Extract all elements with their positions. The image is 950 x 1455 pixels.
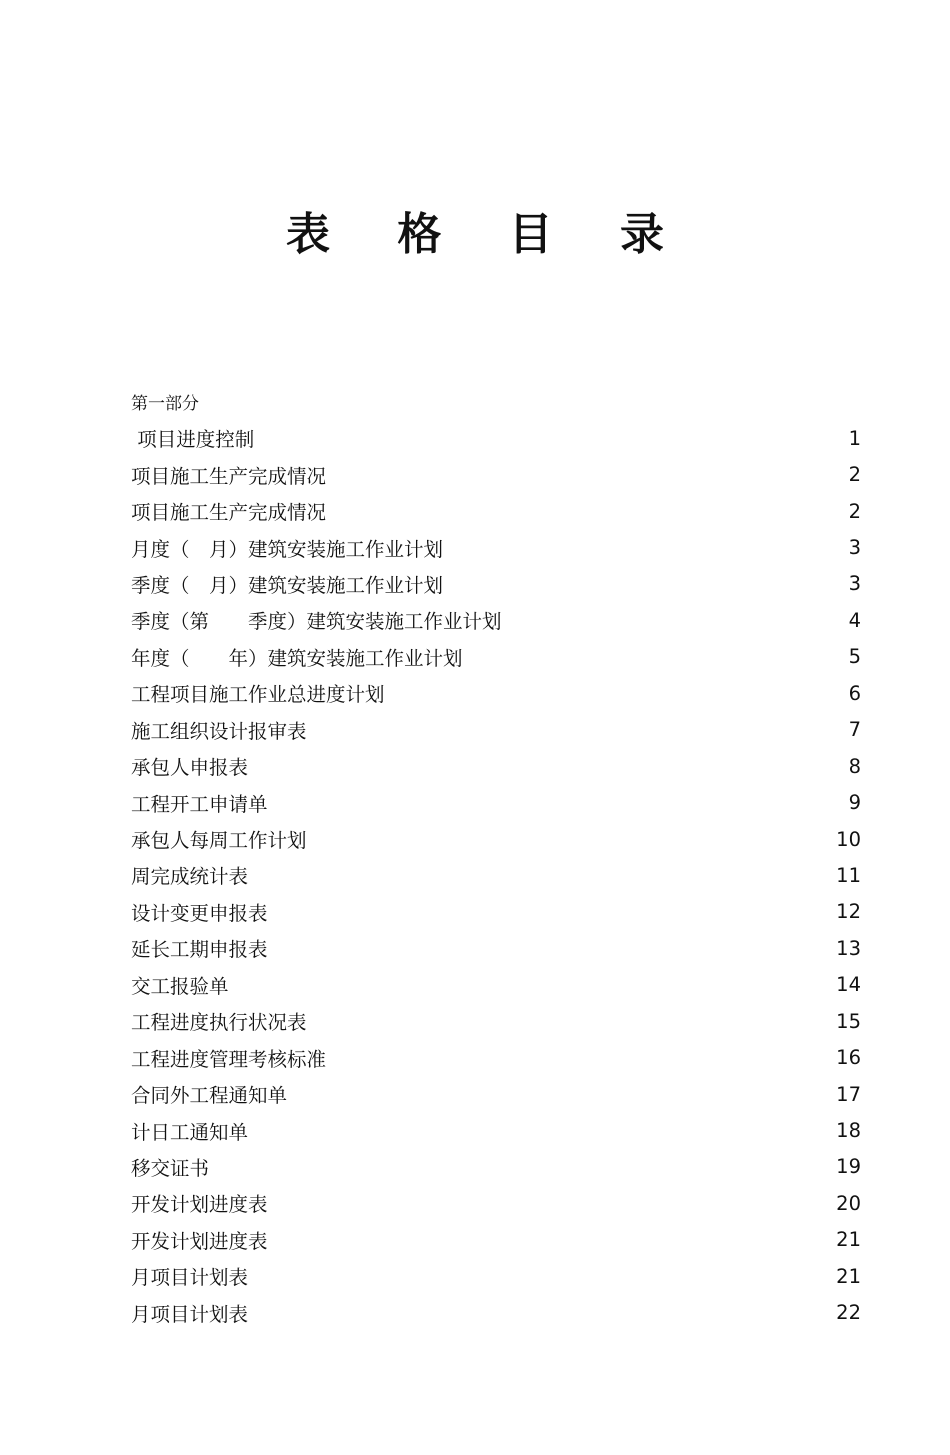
toc-entry-page-number: 20 <box>836 1191 861 1215</box>
toc-entry-page-number: 22 <box>836 1301 861 1325</box>
toc-entry-title: 工程进度管理考核标准 <box>131 1047 327 1071</box>
toc-entry <box>131 967 861 1003</box>
toc-entry-title: 项目施工生产完成情况 <box>131 501 327 525</box>
toc-entry-page-number: 4 <box>848 608 861 632</box>
toc-entry-page-number: 3 <box>848 572 861 596</box>
toc-entry <box>131 784 861 820</box>
toc-entry <box>131 1222 861 1258</box>
toc-entry-title: 工程开工申请单 <box>131 792 268 816</box>
toc-entry <box>131 602 861 638</box>
toc-entry-title: 设计变更申报表 <box>131 901 268 925</box>
toc-entry-title: 月度（ 月）建筑安装施工作业计划 <box>131 537 444 561</box>
toc-entry-title: 承包人申报表 <box>131 756 249 780</box>
toc-entry-page-number: 2 <box>848 463 861 487</box>
toc-entry <box>131 930 861 966</box>
toc-entry-page-number: 6 <box>848 681 861 705</box>
toc-entry-title: 项目进度控制 <box>131 428 255 452</box>
toc-entry <box>131 1076 861 1112</box>
toc-entry-page-number: 14 <box>836 973 861 997</box>
toc-entry-page-number: 18 <box>836 1119 861 1143</box>
toc-entry <box>131 529 861 565</box>
toc-entry <box>131 1185 861 1221</box>
toc-entry <box>131 1295 861 1331</box>
document-title: 表 格 目 录 <box>286 209 690 260</box>
toc-entry-page-number: 1 <box>848 426 861 450</box>
toc-entry-page-number: 21 <box>836 1228 861 1252</box>
toc-entry-page-number: 11 <box>836 863 861 887</box>
toc-entry-title: 季度（第 季度）建筑安装施工作业计划 <box>131 610 502 634</box>
toc-entry-page-number: 16 <box>836 1046 861 1070</box>
toc-entry-title: 开发计划进度表 <box>131 1229 268 1253</box>
toc-entry-page-number: 2 <box>848 499 861 523</box>
toc-entry <box>131 894 861 930</box>
toc-entry-title: 开发计划进度表 <box>131 1193 268 1217</box>
toc-entry <box>131 857 861 893</box>
toc-entry-title: 延长工期申报表 <box>131 938 268 962</box>
toc-entry-page-number: 3 <box>848 536 861 560</box>
toc-entry <box>131 1149 861 1185</box>
toc-entry-page-number: 13 <box>836 936 861 960</box>
table-of-contents <box>131 420 861 1331</box>
toc-entry <box>131 1258 861 1294</box>
toc-entry <box>131 821 861 857</box>
toc-entry <box>131 1003 861 1039</box>
toc-entry-title: 月项目计划表 <box>131 1302 249 1326</box>
toc-entry-page-number: 9 <box>848 791 861 815</box>
toc-entry <box>131 1039 861 1075</box>
toc-entry-title: 周完成统计表 <box>131 865 249 889</box>
toc-entry-page-number: 5 <box>848 645 861 669</box>
toc-entry-page-number: 19 <box>836 1155 861 1179</box>
section-label: 第一部分 <box>131 394 199 414</box>
toc-entry-page-number: 15 <box>836 1009 861 1033</box>
toc-entry-title: 交工报验单 <box>131 974 229 998</box>
toc-entry <box>131 1112 861 1148</box>
toc-entry-page-number: 10 <box>836 827 861 851</box>
toc-entry-title: 季度（ 月）建筑安装施工作业计划 <box>131 573 444 597</box>
toc-entry-page-number: 17 <box>836 1082 861 1106</box>
toc-entry-title: 月项目计划表 <box>131 1266 249 1290</box>
toc-entry-title: 工程进度执行状况表 <box>131 1011 307 1035</box>
toc-entry-page-number: 12 <box>836 900 861 924</box>
toc-entry-title: 承包人每周工作计划 <box>131 829 307 853</box>
toc-entry <box>131 639 861 675</box>
toc-entry <box>131 420 861 456</box>
toc-entry <box>131 712 861 748</box>
toc-entry-title: 计日工通知单 <box>131 1120 249 1144</box>
toc-entry <box>131 566 861 602</box>
toc-entry-title: 合同外工程通知单 <box>131 1084 288 1108</box>
toc-entry-title: 年度（ 年）建筑安装施工作业计划 <box>131 646 463 670</box>
toc-entry-title: 工程项目施工作业总进度计划 <box>131 683 385 707</box>
toc-entry-page-number: 7 <box>848 718 861 742</box>
toc-entry-title: 施工组织设计报审表 <box>131 719 307 743</box>
toc-entry-page-number: 21 <box>836 1264 861 1288</box>
toc-entry <box>131 748 861 784</box>
toc-entry-title: 项目施工生产完成情况 <box>131 464 327 488</box>
toc-entry-page-number: 8 <box>848 754 861 778</box>
toc-entry-title: 移交证书 <box>131 1156 210 1180</box>
toc-entry <box>131 456 861 492</box>
toc-entry <box>131 675 861 711</box>
toc-entry <box>131 493 861 529</box>
